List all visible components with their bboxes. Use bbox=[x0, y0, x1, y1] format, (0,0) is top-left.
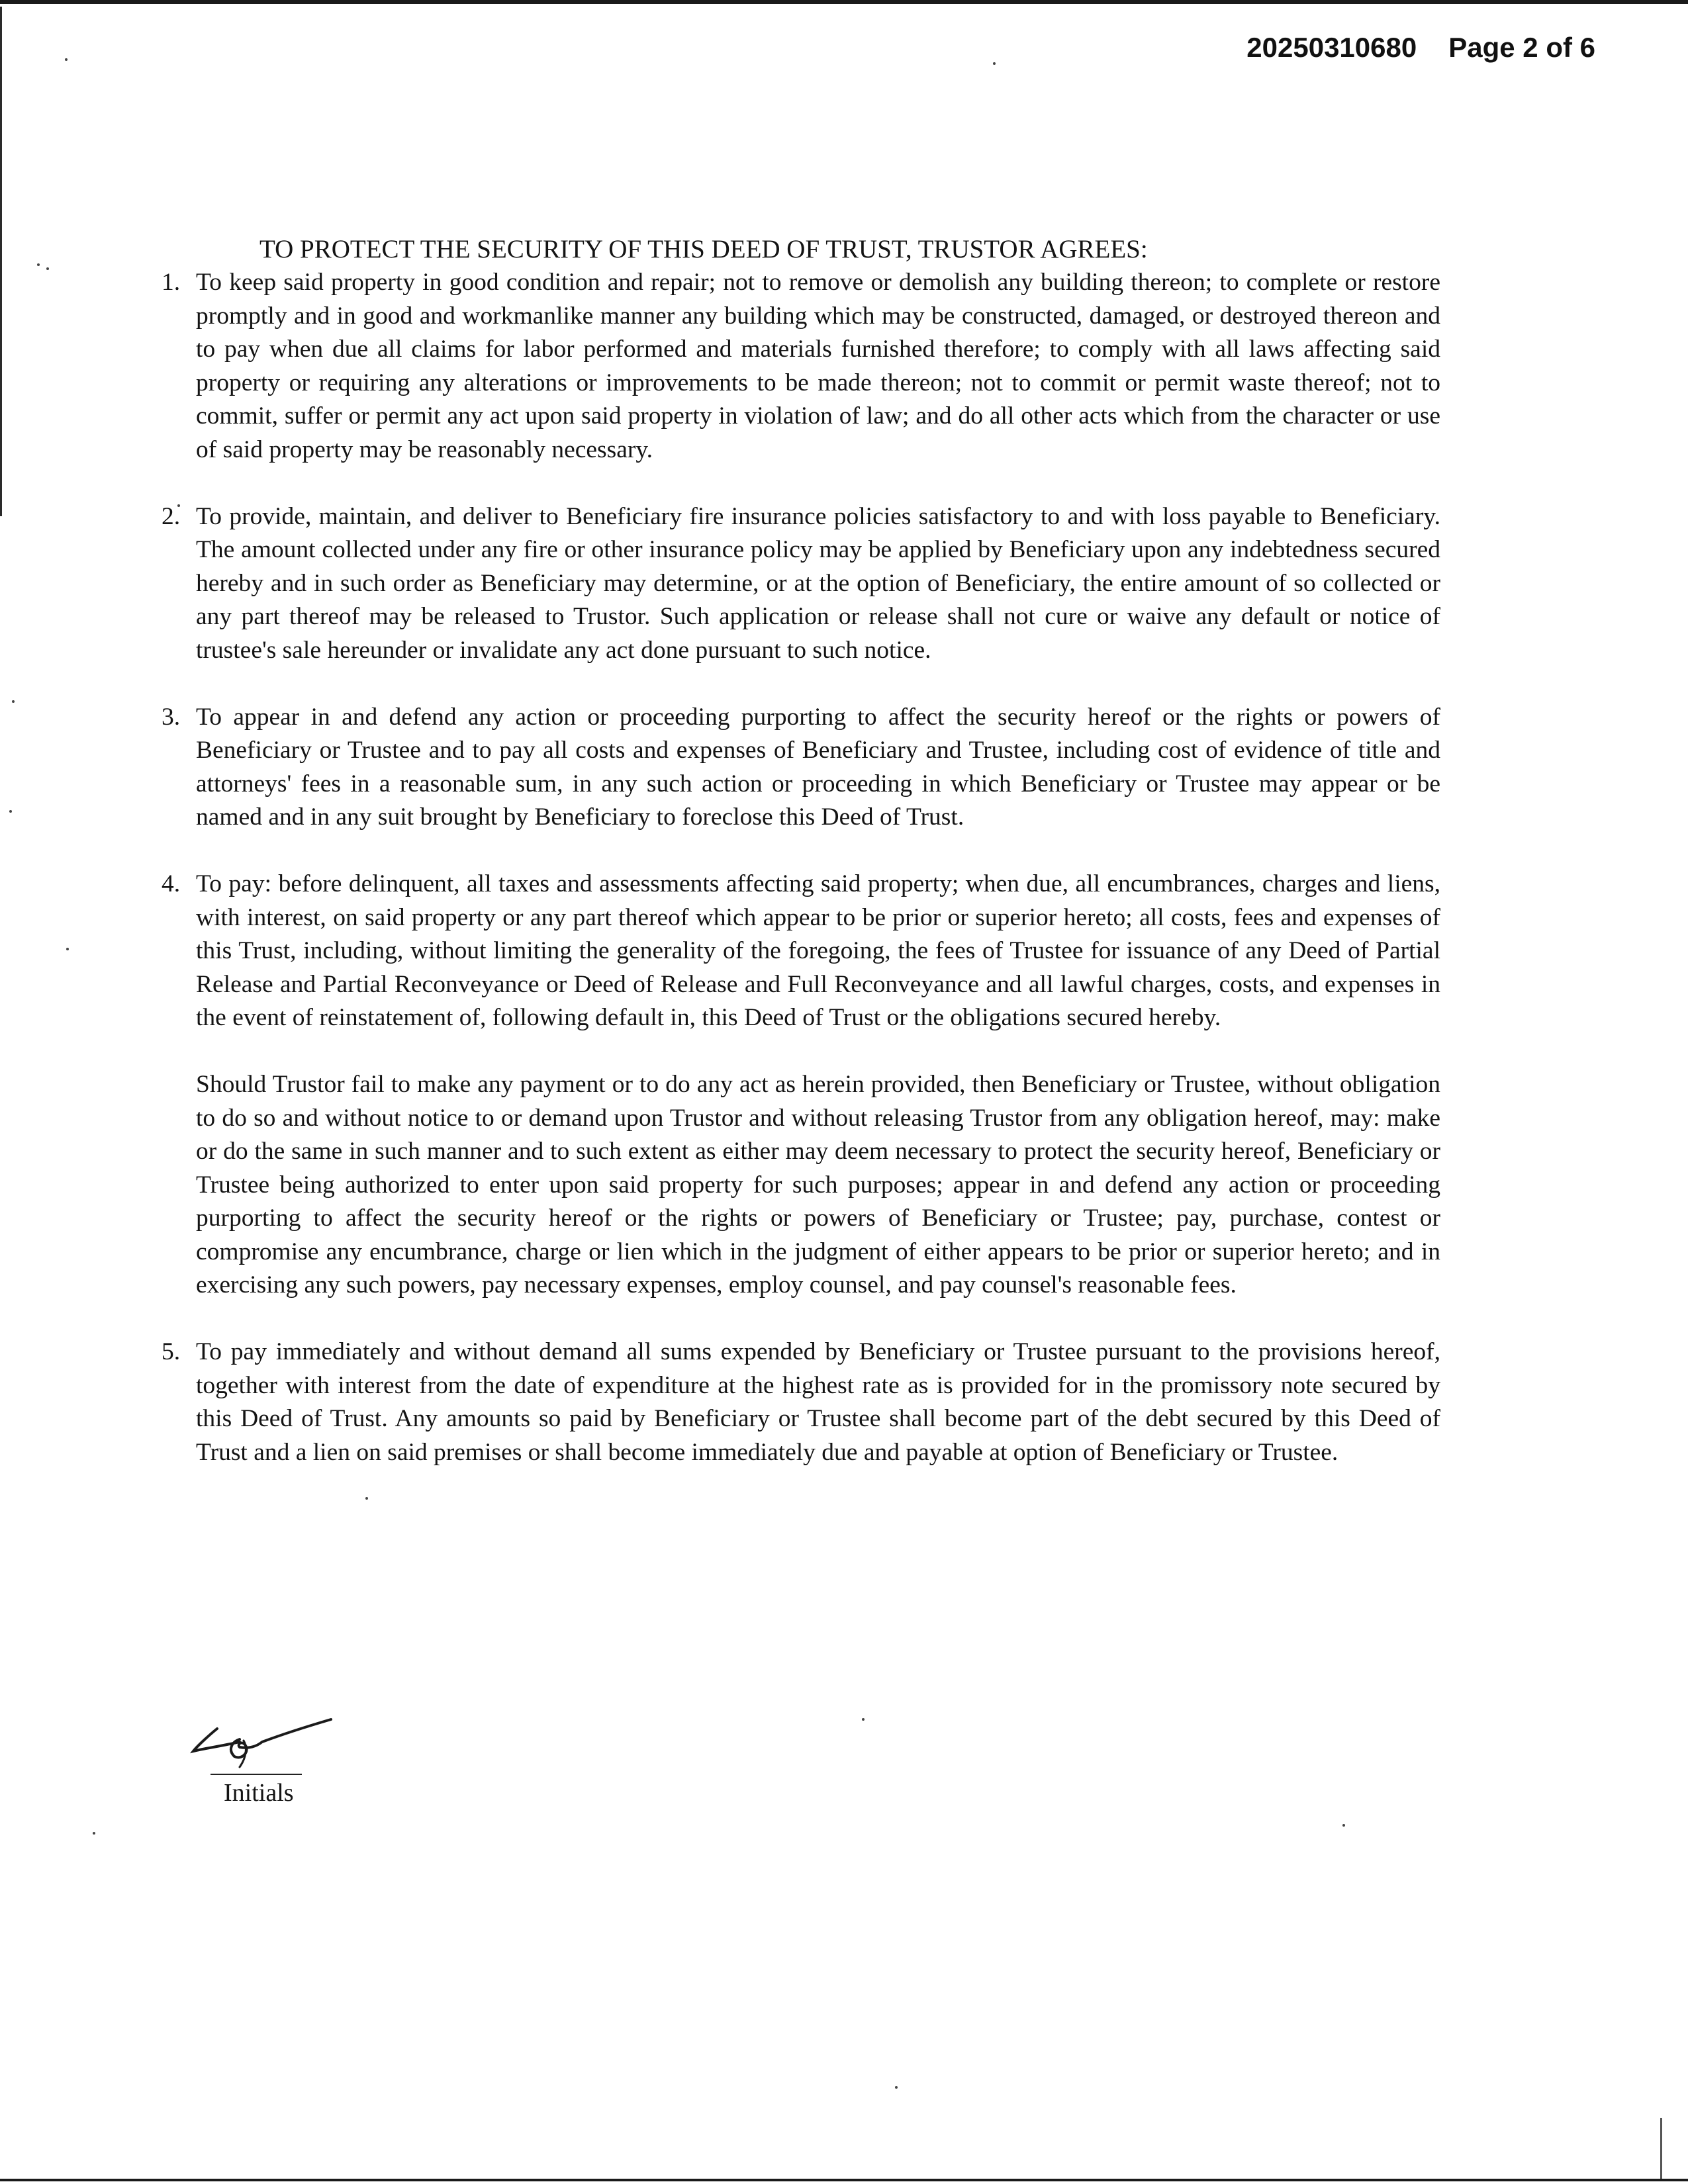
clause-body bbox=[196, 266, 1440, 467]
section-heading: TO PROTECT THE SECURITY OF THIS DEED OF TRUST, TRUSTOR AGREES: bbox=[259, 235, 1148, 263]
initials-label: Initials bbox=[224, 1779, 294, 1807]
clause-body bbox=[196, 701, 1440, 835]
scan-speck bbox=[9, 810, 12, 813]
clause-body bbox=[196, 868, 1440, 1302]
clause-2 bbox=[162, 500, 1440, 668]
scan-speck bbox=[1342, 1824, 1345, 1827]
clause-text-continuation: Should Trustor fail to make any payment or to do any act as herein provided, then Beneficiary or Trustee, without obligation to do so and without notice to or demand upon Trustor and without releasing Trustor from any obligation hereof, may: make or do the same in such manner and to such extent as either may deem necessary to protect the security hereof, Beneficiary or Trustee being authorized to enter upon said property for such purposes; appear in and defend any action or proceeding purporting to affect the security hereof or the rights or powers of Beneficiary or Trustee; pay, purchase, contest or compromise any encumbrance, charge or lien which in the judgment of either appears to be prior or superior hereto; and in exercising any such powers, pay necessary expenses, employ counsel, and pay counsel's reasonable fees. bbox=[196, 1071, 1440, 1298]
page-indicator: Page 2 of 6 bbox=[1448, 32, 1595, 63]
clause-number: 3. bbox=[162, 703, 181, 731]
scan-speck bbox=[46, 267, 49, 270]
clause-number: 2. bbox=[162, 502, 181, 530]
clause-text: To pay immediately and without demand all sums expended by Beneficiary or Trustee pursuant to the provisions hereof, together with interest from the date of expenditure at the highest rate as is provided for in the promissory note secured by this Deed of Trust. Any amounts so paid by Beneficiary or Trustee shall become part of the debt secured by this Deed of Trust and a lien on said premises or shall become immediately due and payable at option of Beneficiary or Trustee. bbox=[196, 1338, 1440, 1466]
clause-4 bbox=[162, 868, 1440, 1302]
scan-speck bbox=[37, 263, 40, 266]
initials-signature-line bbox=[211, 1774, 302, 1775]
scan-edge-mark bbox=[0, 7, 2, 516]
scan-border-top bbox=[0, 0, 1688, 4]
clause-5 bbox=[162, 1336, 1440, 1469]
scan-speck bbox=[65, 58, 68, 61]
clause-body bbox=[196, 1336, 1440, 1469]
clause-body bbox=[196, 500, 1440, 668]
scan-speck bbox=[895, 2086, 898, 2089]
scan-speck bbox=[12, 700, 15, 703]
scan-speck bbox=[93, 1832, 95, 1835]
clause-number: 5. bbox=[162, 1338, 181, 1365]
initials-block bbox=[184, 1707, 350, 1813]
clause-text: To keep said property in good condition and repair; not to remove or demolish any building thereon; to complete or restore promptly and in good and workmanlike manner any building which may be constructed, damaged, or destroyed thereon and to pay when due all claims for labor performed and materials furnished therefore; to comply with all laws affecting said property or requiring any alterations or improvements to be made thereon; not to commit or permit waste thereof; not to commit, suffer or permit any act upon said property in violation of law; and do all other acts which from the character or use of said property may be reasonably necessary. bbox=[196, 269, 1440, 463]
document-number: 20250310680 bbox=[1246, 32, 1417, 63]
initials-signature bbox=[184, 1707, 350, 1774]
clause-list bbox=[162, 266, 1440, 1469]
scan-speck bbox=[66, 948, 69, 950]
clause-text: To appear in and defend any action or proceeding purporting to affect the security hereof or the rights or powers of Beneficiary or Trustee and to pay all costs and expenses of Beneficiary and Trustee, including cost of evidence of title and attorneys' fees in a reasonable sum, in any such action or proceeding in which Beneficiary or Trustee may appear or be named and in any suit brought by Beneficiary to foreclose this Deed of Trust. bbox=[196, 703, 1440, 831]
clause-text: To provide, maintain, and deliver to Beneficiary fire insurance policies satisfactory to and with loss payable to Beneficiary. The amount collected under any fire or other insurance policy may be applied by Beneficiary upon any indebtedness secured hereby and in such order as Beneficiary may determine, or at the option of Beneficiary, the entire amount of so collected or any part thereof may be released to Trustor. Such application or release shall not cure or waive any default or notice of trustee's sale hereunder or invalidate any act done pursuant to such notice. bbox=[196, 502, 1440, 664]
clause-number: 1. bbox=[162, 269, 181, 296]
scan-speck bbox=[862, 1718, 865, 1721]
clause-text: To pay: before delinquent, all taxes and assessments affecting said property; when due, all encumbrances, charges and liens, with interest, on said property or any part thereof which appear to be prior or superior hereto; all costs, fees and expenses of this Trust, including, without limiting the generality of the foregoing, the fees of Trustee for issuance of any Deed of Partial Release and Partial Reconveyance or Deed of Release and Full Reconveyance and all lawful charges, costs, and expenses in the event of reinstatement of, following default in, this Deed of Trust or the obligations secured hereby. bbox=[196, 870, 1440, 1031]
scan-border-bottom bbox=[0, 2179, 1688, 2181]
clause-1 bbox=[162, 266, 1440, 467]
scan-speck bbox=[993, 62, 996, 65]
clause-number: 4. bbox=[162, 870, 181, 897]
document-header bbox=[1158, 32, 1595, 71]
scan-speck bbox=[365, 1497, 368, 1500]
scan-edge-mark bbox=[1660, 2118, 1662, 2179]
clause-3 bbox=[162, 701, 1440, 835]
